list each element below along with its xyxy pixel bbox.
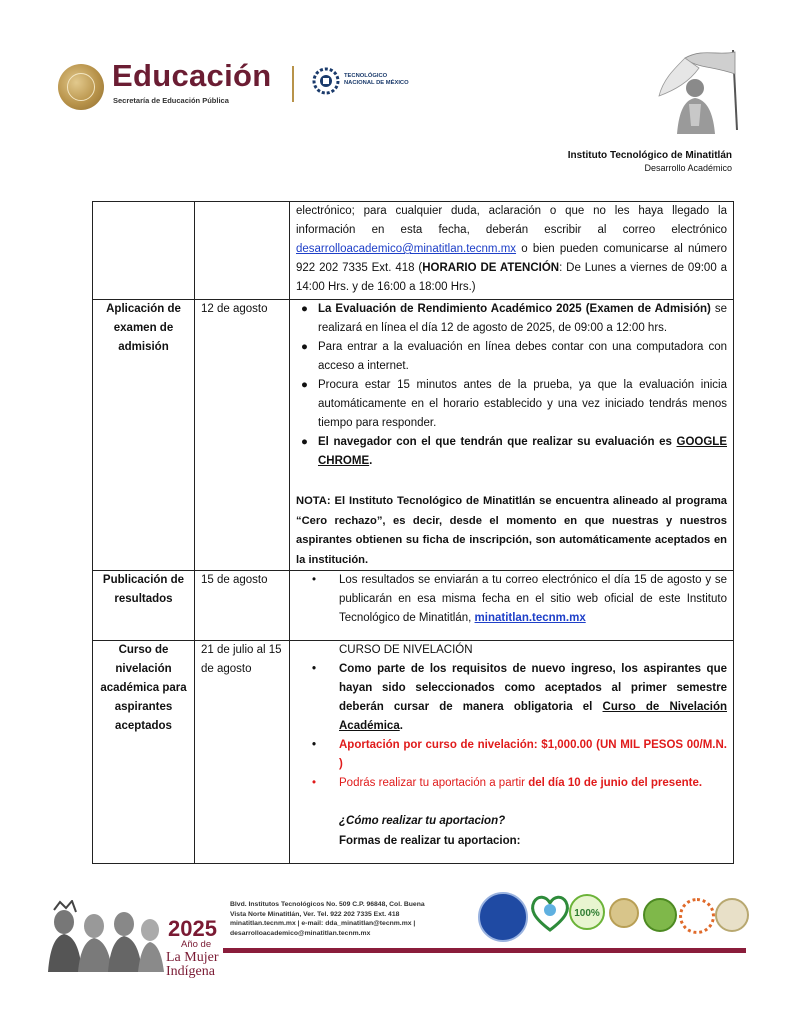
payment-question: ¿Cómo realizar tu aportacion? [339,815,506,827]
list-item: ● Procura estar 15 minutos antes de la prueba, ya que la evaluación inicia automáticamente en el horario establecido y una vez iniciado tendrás menos tiempo para responder. [301,379,727,429]
quality-badge-icon [679,898,715,934]
course-requirement [312,660,727,736]
date-cell: 21 de julio al 15 de agosto [195,641,290,864]
table-row [93,300,734,571]
footer-contact [230,900,480,939]
course-fee-text: Aportación por curso de nivelación: $1,000.00 (UN MIL PESOS 00/M.N. ) [339,739,727,770]
browser-end: . [369,455,373,467]
table-row [93,202,734,300]
list-item: ● El navegador con el que tendrán que realizar su evaluación es GOOGLE CHROME. [301,436,727,467]
activity-cell: Publicación de resultados [93,571,195,641]
iso-14001-badge-icon [643,898,677,932]
results-item [312,571,727,628]
footer-web: minatitlan.tecnm.mx | e-mail: dda_minatitlan@tecnm.mx | [230,920,416,928]
course-requirement-text: Como parte de los requisitos de nuevo ingreso, los aspirantes que hayan sido seleccionados como aceptados al primer semestre deberán cursar de manera obligatoria el [339,663,727,713]
brand-title: Educación [112,58,272,93]
year-subtitle-3: Indígena [166,964,215,979]
tecnm-line1: TECNOLÓGICO [344,73,388,79]
browser-name: GOOGLE CHROME [318,436,727,467]
computer-requirement: Para entrar a la evaluación en línea debes contar con una computadora con acceso a internet. [318,341,727,372]
plastic-free-icon [567,892,607,932]
bullet-icon: • [312,574,317,586]
bullet-icon: • [312,663,317,675]
hours-label: HORARIO DE ATENCIÓN [422,262,560,274]
payment-start-text: Podrás realizar tu aportación a partir [339,777,529,789]
browser-requirement: El navegador con el que tendrán que realizar su evaluación es [318,436,677,448]
exam-title: La Evaluación de Rendimiento Académico 2025 (Examen de Admisión) [318,303,711,315]
payment-start [312,774,727,793]
footer-address-2: Vista Norte Minatitlán, Ver. Tel. 922 202 7335 Ext. 418 [230,910,400,918]
activity-cell: Aplicación de examen de admisión [93,300,195,571]
payment-start-date: del día 10 de junio del presente. [528,777,703,789]
results-text: Los resultados se enviarán a tu correo electrónico el día 15 de agosto y se publicarán en esa misma fecha en el sitio web oficial de este Instituto Tecnológico de Minatitlán, [339,574,727,624]
details-cell [290,641,734,864]
heart-earth-icon [528,892,572,932]
date-cell: 12 de agosto [195,300,290,571]
contact-phone-text: o bien pueden comunicarse al número 922 202 7335 Ext. 418 ( [296,243,727,274]
contact-email-link[interactable]: desarrolloacademico@minatitlan.tecnm.mx [296,243,517,255]
footer-address-1: Blvd. Institutos Tecnológicos No. 509 C.P. 96848, Col. Buena [230,901,425,908]
note-text: NOTA: El Instituto Tecnológico de Minatitlán se encuentra alineado al programa “Cero rechazo”, es decir, desde el momento en que nuestras y nuestros aspirantes obtienen su ficha de inscripción, son automáticamente aceptados en la institución. [296,495,727,566]
punctuality-note: Procura estar 15 minutos antes de la prueba, ya que la evaluación inicia automáticamente en el horario establecido y una vez iniciado tendrás menos tiempo para responder. [318,379,727,429]
tecnm-line2: NACIONAL DE MÉXICO [344,80,409,86]
payment-forms: Formas de realizar tu aportacion: [339,835,521,847]
hours-text: : De Lunes a viernes de 09:00 a 14:00 Hrs. y de 16:00 a 18:00 Hrs.) [296,262,727,293]
activity-cell [93,202,195,300]
exam-bullets [300,300,727,471]
year-subtitle-2: La Mujer [166,950,219,965]
website-link[interactable]: minatitlan.tecnm.mx [474,612,586,624]
mexico-seal-logo [58,64,104,110]
indigenous-women-illustration [42,900,164,972]
bullet-icon: • [312,777,317,789]
tecnm-logo [312,66,340,96]
gender-equity-badge-icon [715,898,749,932]
activity-cell: Curso de nivelación académica para aspirantes aceptados [93,641,195,864]
svg-text:100%: 100% [574,908,600,919]
list-item: ● Para entrar a la evaluación en línea debes contar con una computadora con acceso a internet. [301,341,727,372]
institution-seal-icon [478,892,528,942]
course-end: . [399,720,403,732]
table-row [93,641,734,864]
tecnm-name [344,73,409,87]
flag-woman-illustration [655,46,745,134]
table-row [93,571,734,641]
institute-name: Instituto Tecnológico de Minatitlán [567,150,732,161]
year-text: 2025 [168,916,217,941]
bullet-icon: • [312,739,317,751]
details-cell [290,300,734,571]
footer-rule [223,948,746,953]
details-cell [290,571,734,641]
list-item: ● La Evaluación de Rendimiento Académico 2025 (Examen de Admisión) se realizará en línea el día 12 de agosto de 2025, de 09:00 a 12:00 hrs. [301,303,727,334]
date-cell [195,202,290,300]
course-name: Curso de Nivelación Académica [339,701,728,732]
contact-text: electrónico; para cualquier duda, aclaración o que no les haya llegado la información en esta fecha, deberán escribir al correo electrónico [296,205,727,236]
footer-email: desarrolloacademico@minatitlan.tecnm.mx [230,930,371,938]
course-heading: CURSO DE NIVELACIÓN [339,644,473,656]
exam-date-text: se realizará en línea el día 12 de agosto de 2025, de 09:00 a 12:00 hrs. [318,303,727,334]
schedule-table [92,201,734,864]
brand-subtitle: Secretaría de Educación Pública [113,96,229,105]
year-subtitle: Año de [181,939,212,950]
details-cell [290,202,734,300]
department-name: Desarrollo Académico [644,163,732,173]
certification-badge-icon [609,898,639,928]
course-fee [312,736,727,774]
date-cell: 15 de agosto [195,571,290,641]
header-divider [292,66,294,102]
